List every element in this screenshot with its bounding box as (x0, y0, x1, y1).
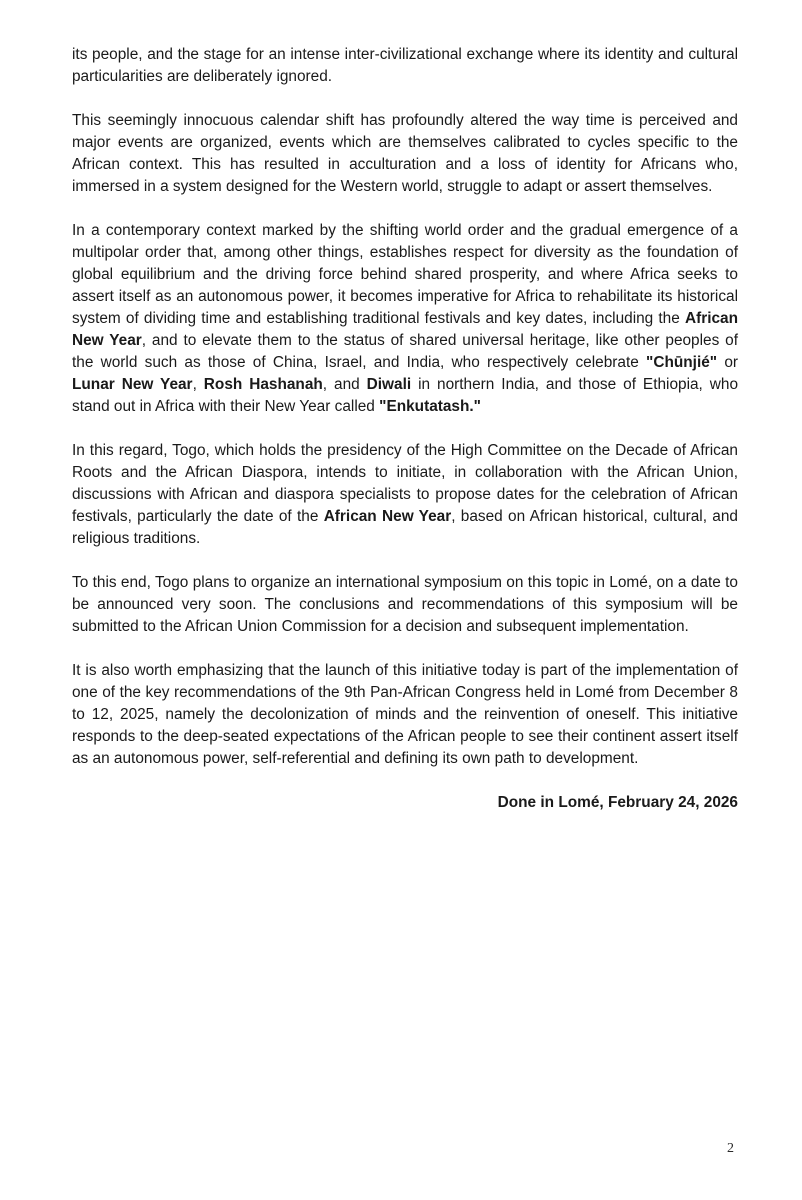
text-run: or (717, 354, 738, 371)
document-body (72, 44, 738, 814)
bold-text: Rosh Hashanah (203, 376, 323, 393)
text-run: In a contemporary context marked by the shifting world order and the gradual emergence of a multipolar order that, among other things, establishes respect for diversity as the foundation of global equilibrium and the driving force behind shared prosperity, and where Africa seeks to assert itself as an autonomous power, it becomes imperative for Africa to rehabilitate its historical system of dividing time and establishing traditional festivals and key dates, including the (72, 222, 738, 327)
text-run: To this end, Togo plans to organize an international symposium on this topic in Lomé, on a date to be announced very soon. The conclusions and recommendations of this symposium will be submitted to the African Union Commission for a decision and subsequent implementation. (72, 574, 738, 635)
text-run: , based on African historical, cultural, and religious traditions. (72, 508, 738, 547)
bold-text: African New Year (72, 310, 738, 349)
text-run: its people, and the stage for an intense inter-civilizational exchange where its identity and cultural particularities are deliberately ignored. (72, 46, 738, 85)
page-number: 2 (727, 1141, 734, 1156)
bold-text: Diwali (366, 376, 412, 393)
text-run: in northern India, and those of Ethiopia, who stand out in Africa with their New Year called (72, 376, 739, 415)
paragraph-3 (72, 220, 738, 418)
paragraph-6 (72, 660, 738, 770)
bold-text: Lunar New Year (72, 376, 193, 393)
text-run: It is also worth emphasizing that the launch of this initiative today is part of the implementation of one of the key recommendations of the 9th Pan-African Congress held in Lomé from December 8 to 12, 2025, namely the decolonization of minds and the reinvention of oneself. This initiative responds to the deep-seated expectations of the African people to see their continent assert itself as an autonomous power, self-referential and defining its own path to development. (72, 662, 738, 767)
paragraph-1 (72, 44, 738, 88)
text-run: This seemingly innocuous calendar shift has profoundly altered the way time is perceived and major events are organized, events which are themselves calibrated to cycles specific to the African context. This has resulted in acculturation and a loss of identity for Africans who, immersed in a system designed for the Western world, struggle to adapt or assert themselves. (72, 112, 738, 195)
bold-text: "Chūnjié" (646, 354, 718, 371)
paragraph-5 (72, 572, 738, 638)
bold-text: "Enkutatash." (379, 398, 481, 415)
signature-line: Done in Lomé, February 24, 2026 (497, 794, 738, 811)
text-run: , and to elevate them to the status of shared universal heritage, like other peoples of the world such as those of China, Israel, and India, who respectively celebrate (72, 332, 738, 371)
paragraph-2 (72, 110, 738, 198)
paragraph-4 (72, 440, 738, 550)
bold-text: African New Year (323, 508, 452, 525)
text-run: In this regard, Togo, which holds the presidency of the High Committee on the Decade of African Roots and the African Diaspora, intends to initiate, in collaboration with the African Union, discussions with African and diaspora specialists to propose dates for the celebration of African festivals, particularly the date of the (72, 442, 738, 525)
text-run: , and (322, 376, 367, 393)
text-run: , (192, 376, 204, 393)
